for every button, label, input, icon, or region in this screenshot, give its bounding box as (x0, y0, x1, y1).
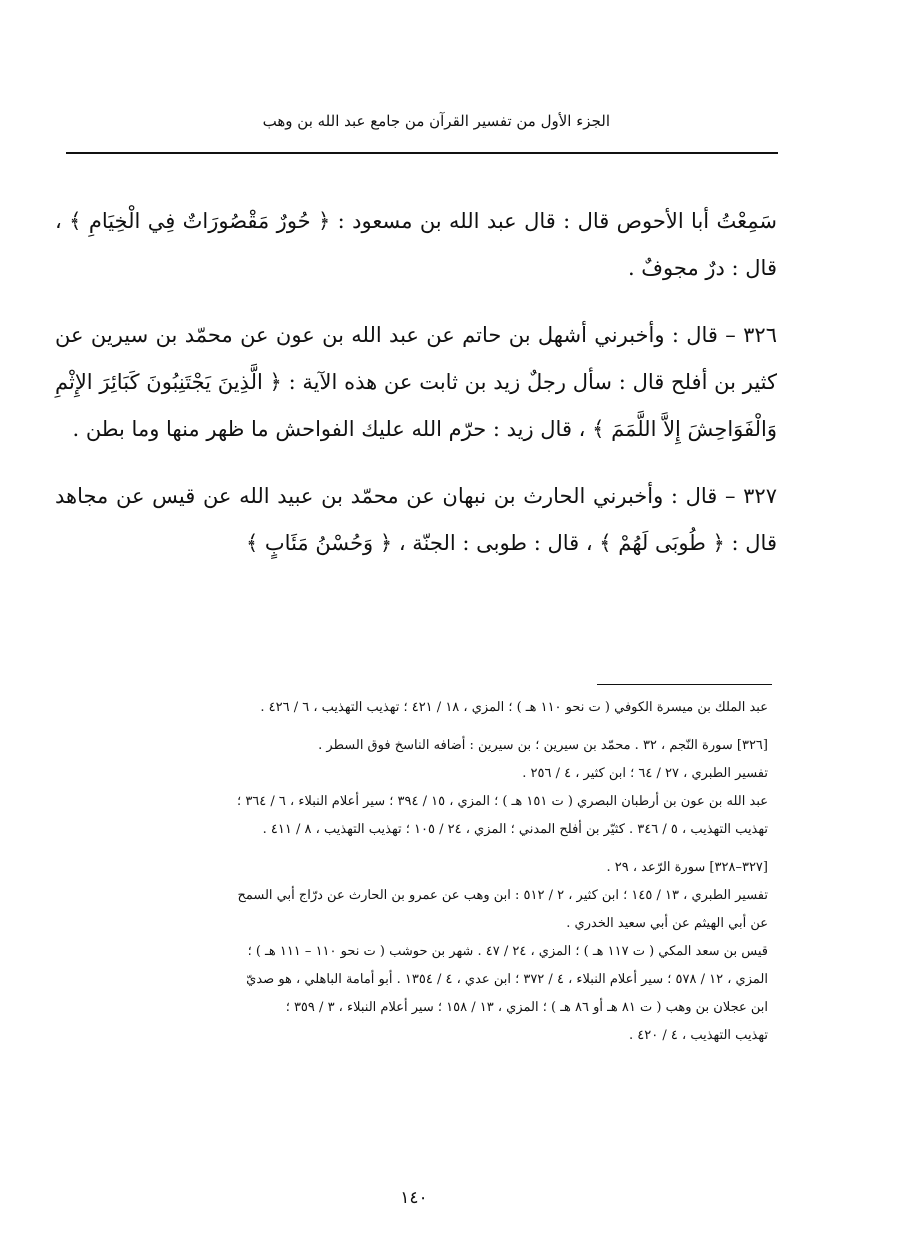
footnote-line: ابن عجلان بن وهب ( ت ٨١ هـ أو ٨٦ هـ ) ؛ المزي ، ١٣ / ١٥٨ ؛ سير أعلام النبلاء ، ٣ / ٣٥٩ ؛ (285, 1000, 768, 1015)
footnote-divider (597, 684, 772, 685)
paragraph-325-end: سَمِعْتُ أبا الأحوص قال : قال عبد الله بن مسعود : ﴿ حُورٌ مَقْصُورَاتٌ فِي الْخِيَامِ ﴾ ، قال : درٌ مجوفٌ . (55, 209, 777, 280)
main-text (55, 198, 777, 567)
paragraph-327: ٣٢٧ – قال : وأخبرني الحارث بن نبهان عن محمّد بن عبيد الله عن قيس عن مجاهد قال : ﴿ طُوبَى لَهُمْ ﴾ ، قال : طوبى : الجنّة ، ﴿ وَحُسْنُ مَئَابٍ ﴾ (55, 484, 777, 555)
header-divider (66, 152, 778, 154)
footnote-line: قيس بن سعد المكي ( ت ١١٧ هـ ) ؛ المزي ، ٢٤ / ٤٧ . شهر بن حوشب ( ت نحو ١١٠ – ١١١ هـ ) ؛ (247, 944, 768, 959)
footnote-line: تفسير الطبري ، ٢٧ / ٦٤ ؛ ابن كثير ، ٤ / ٢٥٦ . (522, 766, 768, 781)
footnote-line: [٣٢٧–٣٢٨] سورة الرّعد ، ٢٩ . (606, 860, 768, 875)
footnote-line: المزي ، ١٢ / ٥٧٨ ؛ سير أعلام النبلاء ، ٤ / ٣٧٢ ؛ ابن عدي ، ٤ / ١٣٥٤ . أبو أمامة الباهلي ، هو صديّ (246, 972, 768, 987)
footnotes (50, 694, 768, 1050)
footnote-line: عن أبي الهيثم عن أبي سعيد الخدري . (566, 916, 768, 931)
footnote-line: تهذيب التهذيب ، ٥ / ٣٤٦ . كثيّر بن أفلح المدني ؛ المزي ، ٢٤ / ١٠٥ ؛ تهذيب التهذيب ، ٨ / ٤١١ . (262, 822, 768, 837)
footnote-line: عبد الله بن عون بن أرطبان البصري ( ت ١٥١ هـ ) ؛ المزي ، ١٥ / ٣٩٤ ؛ سير أعلام النبلاء ، ٦ / ٣٦٤ ؛ (237, 794, 768, 809)
footnote-line: [٣٢٦] سورة النّجم ، ٣٢ . محمّد بن سيرين ؛ بن سيرين : أضافه الناسخ فوق السطر . (318, 738, 768, 753)
page-number: ١٤٠ (400, 1188, 428, 1208)
footnote-line: تفسير الطبري ، ١٣ / ١٤٥ ؛ ابن كثير ، ٢ / ٥١٢ : ابن وهب عن عمرو بن الحارث عن درّاج أبي السمح (237, 888, 768, 903)
footnote-line: عبد الملك بن ميسرة الكوفي ( ت نحو ١١٠ هـ ) ؛ المزي ، ١٨ / ٤٢١ ؛ تهذيب التهذيب ، ٦ / ٤٢٦ . (260, 700, 768, 715)
paragraph-326: ٣٢٦ – قال : وأخبرني أشهل بن حاتم عن عبد الله بن عون عن محمّد بن سيرين عن كثير بن أفلح قال : سأل رجلٌ زيد بن ثابت عن هذه الآية : ﴿ الَّذِينَ يَجْتَنِبُونَ كَبَائِرَ الإِثْمِ وَالْفَوَاحِشَ إِلاَّ اللَّمَمَ ﴾ ، قال زيد : حرّم الله عليك الفواحش ما ظهر منها وما بطن . (55, 323, 777, 441)
footnote-line: تهذيب التهذيب ، ٤ / ٤٢٠ . (629, 1028, 768, 1043)
running-header: الجزء الأول من تفسير القرآن من جامع عبد الله بن وهب (262, 112, 610, 130)
